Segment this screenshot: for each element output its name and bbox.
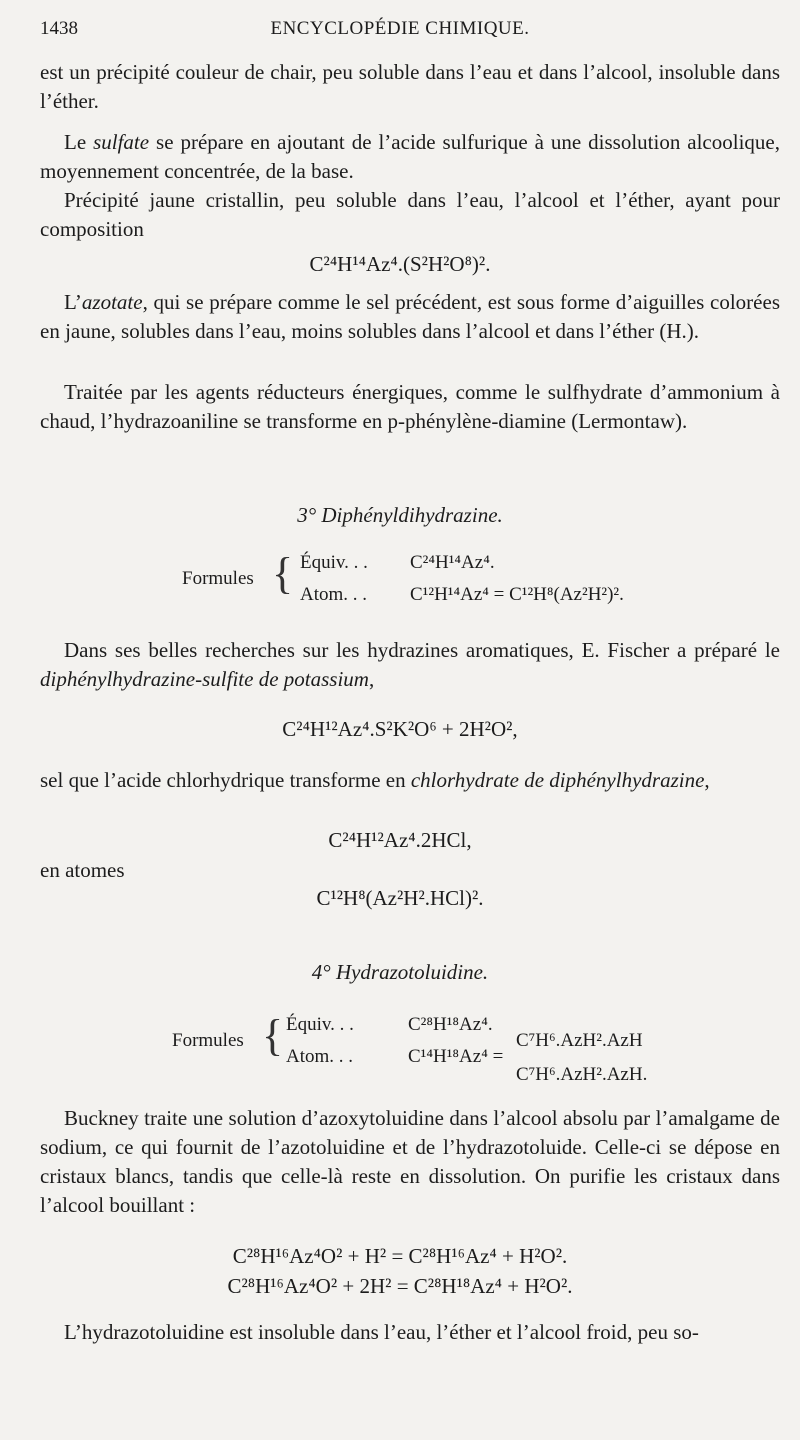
formula-chlorhydrate: C²⁴H¹²Az⁴.2HCl,	[328, 828, 472, 852]
paragraph-reducteurs: Traitée par les agents réducteurs énergiques, comme le sulfhydrate d’ammonium à chaud, l’hydrazoaniline se transforme en p-phénylène-diamine (Lermontaw).	[40, 380, 780, 433]
formula-reaction-1: C²⁸H¹⁶Az⁴O² + H² = C²⁸H¹⁶Az⁴ + H²O².	[232, 1244, 568, 1268]
text-segment: se prépare en ajoutant de l’acide sulfurique à une dissolution alcoolique, moyennement concentrée, de la base.	[40, 130, 780, 183]
section-heading-4: 4° Hydrazotoluidine.	[311, 960, 489, 984]
atom-label: Atom. . .	[286, 1046, 354, 1067]
paragraph-sel	[40, 766, 780, 795]
paragraph-azotate	[40, 288, 780, 346]
formula-sulfite: C²⁴H¹²Az⁴.S²K²O⁶ + 2H²O²,	[282, 717, 518, 741]
page-header	[40, 18, 760, 44]
text-segment: Le	[64, 130, 94, 154]
italic-term: sulfate	[93, 130, 150, 154]
paragraph-sulfate	[40, 128, 780, 186]
running-title: ENCYCLOPÉDIE CHIMIQUE.	[270, 18, 530, 39]
atom-label: Atom. . .	[300, 584, 368, 605]
paragraph-precipite: Précipité jaune cristallin, peu soluble dans l’eau, l’alcool et l’éther, ayant pour composition	[40, 188, 780, 241]
formules-label: Formules	[182, 568, 254, 589]
paragraph-fischer	[40, 636, 780, 694]
text-segment: ,	[368, 667, 375, 691]
paragraph-en-atomes: en atomes	[40, 858, 125, 882]
text-segment: , qui se prépare comme le sel précédent, est sous forme d’aiguilles colorées en jaune, solubles dans l’eau, moins solubles dans l’alcool et dans l’éther (H.).	[40, 290, 780, 343]
formula-atomes: C¹²H⁸(Az²H².HCl)².	[316, 886, 484, 910]
page-number: 1438	[40, 18, 78, 39]
italic-term: diphénylhydrazine-sulfite de potassium	[40, 667, 369, 691]
italic-term: azotate	[81, 290, 143, 314]
equiv-label: Équiv. . .	[300, 552, 368, 573]
text-segment: L’	[64, 290, 82, 314]
formula-reaction-2: C²⁸H¹⁶Az⁴O² + 2H² = C²⁸H¹⁸Az⁴ + H²O².	[227, 1274, 573, 1298]
formules-label: Formules	[172, 1030, 244, 1051]
formula-struct-top: C⁷H⁶.AzH².AzH	[516, 1030, 643, 1051]
section-heading-3: 3° Diphényldihydrazine.	[297, 503, 503, 527]
equiv-label: Équiv. . .	[286, 1014, 354, 1035]
formula-equiv: C²⁸H¹⁸Az⁴.	[408, 1014, 493, 1035]
text-segment: sel que l’acide chlorhydrique transforme en	[40, 768, 411, 792]
formula-atom: C¹⁴H¹⁸Az⁴ =	[408, 1046, 504, 1067]
formula-struct-bottom: C⁷H⁶.AzH².AzH.	[516, 1064, 648, 1085]
formula-sulfate: C²⁴H¹⁴Az⁴.(S²H²O⁸)².	[309, 252, 491, 276]
formula-atom: C¹²H¹⁴Az⁴ = C¹²H⁸(Az²H²)².	[410, 584, 624, 605]
italic-term: chlorhydrate de diphénylhydrazine	[410, 768, 705, 792]
paragraph-final: L’hydrazotoluidine est insoluble dans l’eau, l’éther et l’alcool froid, peu so-	[64, 1320, 699, 1344]
paragraph-buckney: Buckney traite une solution d’azoxytoluidine dans l’alcool absolu par l’amalgame de sodium, ce qui fournit de l’azotoluidine et de l’hydrazotoluide. Celle-ci se dépose en cristaux blancs, tandis que celle-là reste en dissolution. On purifie les cristaux dans l’alcool bouillant :	[40, 1106, 780, 1217]
text-segment: ,	[704, 768, 710, 792]
formula-equiv: C²⁴H¹⁴Az⁴.	[410, 552, 495, 573]
paragraph-1: est un précipité couleur de chair, peu soluble dans l’eau et dans l’alcool, insoluble dans l’éther.	[40, 60, 780, 113]
brace-glyph: {	[272, 549, 294, 598]
text-segment: Dans ses belles recherches sur les hydrazines aromatiques, E. Fischer a préparé le	[64, 638, 780, 662]
brace-glyph: {	[262, 1011, 284, 1060]
